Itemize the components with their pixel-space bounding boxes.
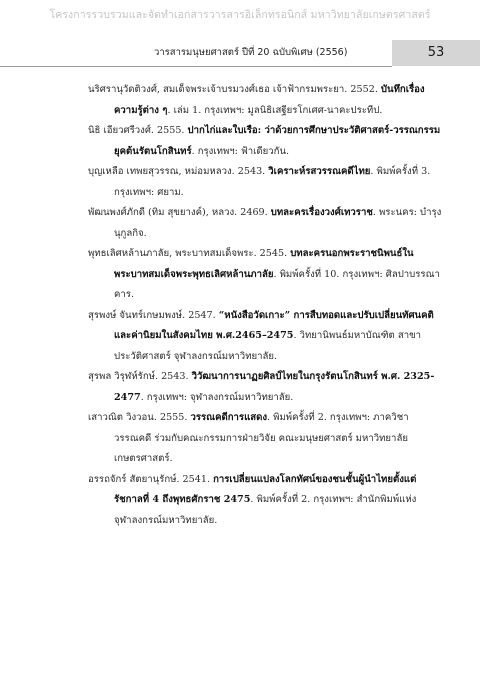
watermark-text: โครงการรวบรวมและจัดทำเอกสารวารสารอิเล็กทรอนิกส์ มหาวิทยาลัยเกษตรศาสตร์ bbox=[49, 9, 431, 21]
reference-author: เสาวณิต วิงวอน. 2555. bbox=[88, 412, 191, 423]
reference-publication: . พิมพ์ครั้งที่ 2. กรุงเทพฯ: ภาควิชาวรรณคดี ร่วมกับคณะกรรมการฝ่ายวิจัย คณะมนุษยศาสตร์ มหาวิทยาลัยเกษตรศาสตร์. bbox=[114, 412, 409, 464]
reference-publication: . เล่ม 1. กรุงเทพฯ: มูลนิธิเสฐียรโกเศศ-นาคะประทีป. bbox=[167, 104, 383, 116]
reference-author: นิธิ เอียวศรีวงศ์. 2555. bbox=[88, 125, 188, 136]
reference-title: บันทึกเรื่องความรู้ต่าง ๆ bbox=[114, 84, 425, 116]
reference-entry bbox=[88, 470, 444, 532]
reference-title: วิเคราะห์รสวรรณคดีไทย bbox=[268, 166, 371, 177]
reference-entry bbox=[88, 121, 444, 162]
reference-entry bbox=[88, 203, 444, 244]
reference-title: บทละครเรื่องวงศ์เทวราช bbox=[270, 207, 373, 218]
reference-title: วิวัฒนาการนาฏยศิลป์ไทยในกรุงรัตนโกสินทร์ พ.ศ. 2325-2477 bbox=[114, 371, 435, 403]
reference-publication: . พิมพ์ครั้งที่ 10. กรุงเทพฯ: ศิลปาบรรณาคาร. bbox=[114, 268, 440, 300]
reference-author: สุรพงษ์ จันทร์เกษมพงษ์. 2547. bbox=[88, 309, 219, 321]
reference-author: นริศรานุวัดติวงศ์, สมเด็จพระเจ้าบรมวงศ์เธอ เจ้าฟ้ากรมพระยา. 2552. bbox=[88, 84, 381, 95]
reference-publication: . พิมพ์ครั้งที่ 2. กรุงเทพฯ: สำนักพิมพ์แห่งจุฬาลงกรณ์มหาวิทยาลัย. bbox=[114, 494, 417, 526]
reference-title: ปากไก่และใบเรือ: ว่าด้วยการศึกษาประวัติศาสตร์-วรรณกรรมยุคต้นรัตนโกสินทร์ bbox=[114, 125, 441, 157]
reference-title: การเปลี่ยนแปลงโลกทัศน์ของชนชั้นผู้นำไทยตั้งแต่รัชกาลที่ 4 ถึงพุทธศักราช 2475 bbox=[114, 473, 417, 505]
reference-entry bbox=[88, 244, 444, 306]
journal-title: วารสารมนุษยศาสตร์ ปีที่ 20 ฉบับพิเศษ (2556) bbox=[154, 47, 348, 58]
reference-author: พุทธเลิศหล้านภาลัย, พระบาทสมเด็จพระ. 2545. bbox=[88, 248, 291, 259]
reference-publication: . พระนคร: บำรุงนุกูลกิจ. bbox=[114, 207, 442, 239]
reference-publication: . พิมพ์ครั้งที่ 3. กรุงเทพฯ: ศยาม. bbox=[114, 166, 431, 198]
reference-publication: . กรุงเทพฯ: จุฬาลงกรณ์มหาวิทยาลัย. bbox=[140, 391, 294, 403]
reference-entry bbox=[88, 306, 444, 368]
reference-title: “หนังสือวัดเกาะ” การสืบทอดและปรับเปลี่ยนทัศนคติและค่านิยมในสังคมไทย พ.ศ.2465–2475 bbox=[114, 309, 434, 341]
reference-title: วรรณคดีการแสดง bbox=[190, 412, 268, 423]
reference-list bbox=[88, 80, 444, 531]
reference-entry bbox=[88, 162, 444, 203]
reference-entry bbox=[88, 80, 444, 121]
reference-entry bbox=[88, 367, 444, 408]
reference-publication: . กรุงเทพฯ: ฟ้าเดียวกัน. bbox=[191, 145, 290, 157]
reference-author: พัฒนพงศ์ภักดี (ทิม สุขยางค์), หลวง. 2469. bbox=[88, 207, 271, 218]
reference-author: สุรพล วิรุฬห์รักษ์. 2543. bbox=[88, 371, 192, 382]
page-number: 53 bbox=[392, 40, 480, 66]
reference-author: อรรถจักร์ สัตยานุรักษ์. 2541. bbox=[88, 473, 214, 485]
header-rule bbox=[0, 66, 392, 67]
reference-entry bbox=[88, 408, 444, 470]
page-header bbox=[0, 40, 480, 66]
reference-title: บทละครนอกพระราชนิพนธ์ในพระบาทสมเด็จพระพุทธเลิศหล้านภาลัย bbox=[114, 248, 414, 280]
reference-author: บุญเหลือ เทพยสุวรรณ, หม่อมหลวง. 2543. bbox=[88, 166, 269, 177]
reference-publication: . วิทยานิพนธ์มหาบัณฑิต สาขาประวัติศาสตร์ จุฬาลงกรณ์มหาวิทยาลัย. bbox=[114, 330, 422, 362]
